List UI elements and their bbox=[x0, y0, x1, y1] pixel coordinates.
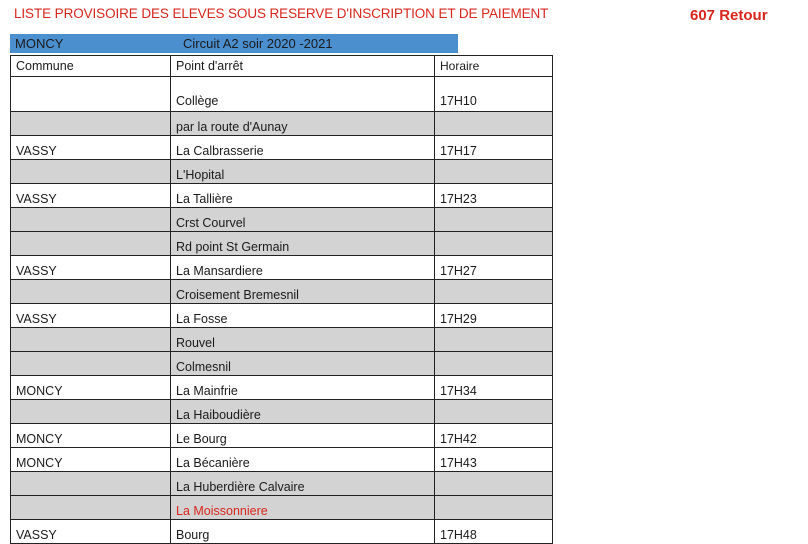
cell-commune bbox=[11, 352, 171, 376]
cell-commune: VASSY bbox=[11, 136, 171, 160]
table-row bbox=[11, 328, 553, 352]
cell-horaire bbox=[435, 112, 553, 136]
cell-horaire bbox=[435, 208, 553, 232]
cell-arret: L'Hopital bbox=[171, 160, 435, 184]
table-row bbox=[11, 232, 553, 256]
cell-arret: La Moissonniere bbox=[171, 496, 435, 520]
cell-commune bbox=[11, 328, 171, 352]
document-title: LISTE PROVISOIRE DES ELEVES SOUS RESERVE D'INSCRIPTION ET DE PAIEMENT bbox=[14, 6, 549, 21]
cell-arret: Rd point St Germain bbox=[171, 232, 435, 256]
cell-arret: La Bécanière bbox=[171, 448, 435, 472]
cell-commune: VASSY bbox=[11, 256, 171, 280]
cell-arret: La Calbrasserie bbox=[171, 136, 435, 160]
cell-horaire bbox=[435, 232, 553, 256]
cell-arret: Croisement Bremesnil bbox=[171, 280, 435, 304]
cell-commune bbox=[11, 280, 171, 304]
cell-arret: La Huberdière Calvaire bbox=[171, 472, 435, 496]
column-header-arret: Point d'arrêt bbox=[171, 56, 435, 77]
table-row bbox=[11, 400, 553, 424]
cell-horaire bbox=[435, 352, 553, 376]
cell-horaire: 17H29 bbox=[435, 304, 553, 328]
table-row bbox=[11, 208, 553, 232]
route-reference: 607 Retour bbox=[690, 7, 768, 24]
table-row bbox=[11, 112, 553, 136]
cell-commune bbox=[11, 400, 171, 424]
circuit-commune: MONCY bbox=[15, 36, 64, 51]
cell-commune: MONCY bbox=[11, 424, 171, 448]
cell-commune: MONCY bbox=[11, 448, 171, 472]
table-row bbox=[11, 496, 553, 520]
cell-horaire: 17H23 bbox=[435, 184, 553, 208]
cell-commune bbox=[11, 232, 171, 256]
table-row bbox=[11, 448, 553, 472]
cell-commune bbox=[11, 160, 171, 184]
cell-arret: Bourg bbox=[171, 520, 435, 544]
table-row bbox=[11, 472, 553, 496]
table-row bbox=[11, 136, 553, 160]
table-row bbox=[11, 520, 553, 544]
cell-arret: par la route d'Aunay bbox=[171, 112, 435, 136]
table-row bbox=[11, 424, 553, 448]
cell-horaire: 17H17 bbox=[435, 136, 553, 160]
cell-arret: Collège bbox=[171, 77, 435, 112]
cell-arret: Le Bourg bbox=[171, 424, 435, 448]
cell-horaire bbox=[435, 280, 553, 304]
table-row bbox=[11, 280, 553, 304]
cell-horaire: 17H27 bbox=[435, 256, 553, 280]
cell-horaire: 17H43 bbox=[435, 448, 553, 472]
circuit-name: Circuit A2 soir 2020 -2021 bbox=[183, 36, 333, 51]
cell-commune bbox=[11, 208, 171, 232]
stops-table bbox=[10, 55, 553, 544]
table-row bbox=[11, 77, 553, 112]
cell-horaire bbox=[435, 160, 553, 184]
cell-commune: VASSY bbox=[11, 184, 171, 208]
cell-arret: La Fosse bbox=[171, 304, 435, 328]
cell-commune bbox=[11, 112, 171, 136]
cell-horaire: 17H34 bbox=[435, 376, 553, 400]
cell-commune: VASSY bbox=[11, 520, 171, 544]
table-row bbox=[11, 352, 553, 376]
cell-arret: La Tallière bbox=[171, 184, 435, 208]
table-row bbox=[11, 304, 553, 328]
cell-commune: VASSY bbox=[11, 304, 171, 328]
cell-arret: Crst Courvel bbox=[171, 208, 435, 232]
cell-horaire: 17H10 bbox=[435, 77, 553, 112]
cell-commune: MONCY bbox=[11, 376, 171, 400]
cell-horaire bbox=[435, 328, 553, 352]
cell-horaire bbox=[435, 400, 553, 424]
cell-horaire: 17H42 bbox=[435, 424, 553, 448]
cell-horaire bbox=[435, 472, 553, 496]
cell-commune bbox=[11, 77, 171, 112]
table-row bbox=[11, 160, 553, 184]
stops-table-body bbox=[11, 77, 553, 544]
cell-arret: La Mansardiere bbox=[171, 256, 435, 280]
cell-horaire: 17H48 bbox=[435, 520, 553, 544]
table-header-row bbox=[11, 56, 553, 77]
column-header-commune: Commune bbox=[11, 56, 171, 77]
table-row bbox=[11, 376, 553, 400]
cell-arret: La Haiboudière bbox=[171, 400, 435, 424]
table-row bbox=[11, 256, 553, 280]
cell-horaire bbox=[435, 496, 553, 520]
circuit-header bbox=[10, 34, 458, 53]
cell-arret: Colmesnil bbox=[171, 352, 435, 376]
column-header-horaire: Horaire bbox=[435, 56, 553, 77]
cell-commune bbox=[11, 472, 171, 496]
cell-commune bbox=[11, 496, 171, 520]
cell-arret: Rouvel bbox=[171, 328, 435, 352]
table-row bbox=[11, 184, 553, 208]
cell-arret: La Mainfrie bbox=[171, 376, 435, 400]
